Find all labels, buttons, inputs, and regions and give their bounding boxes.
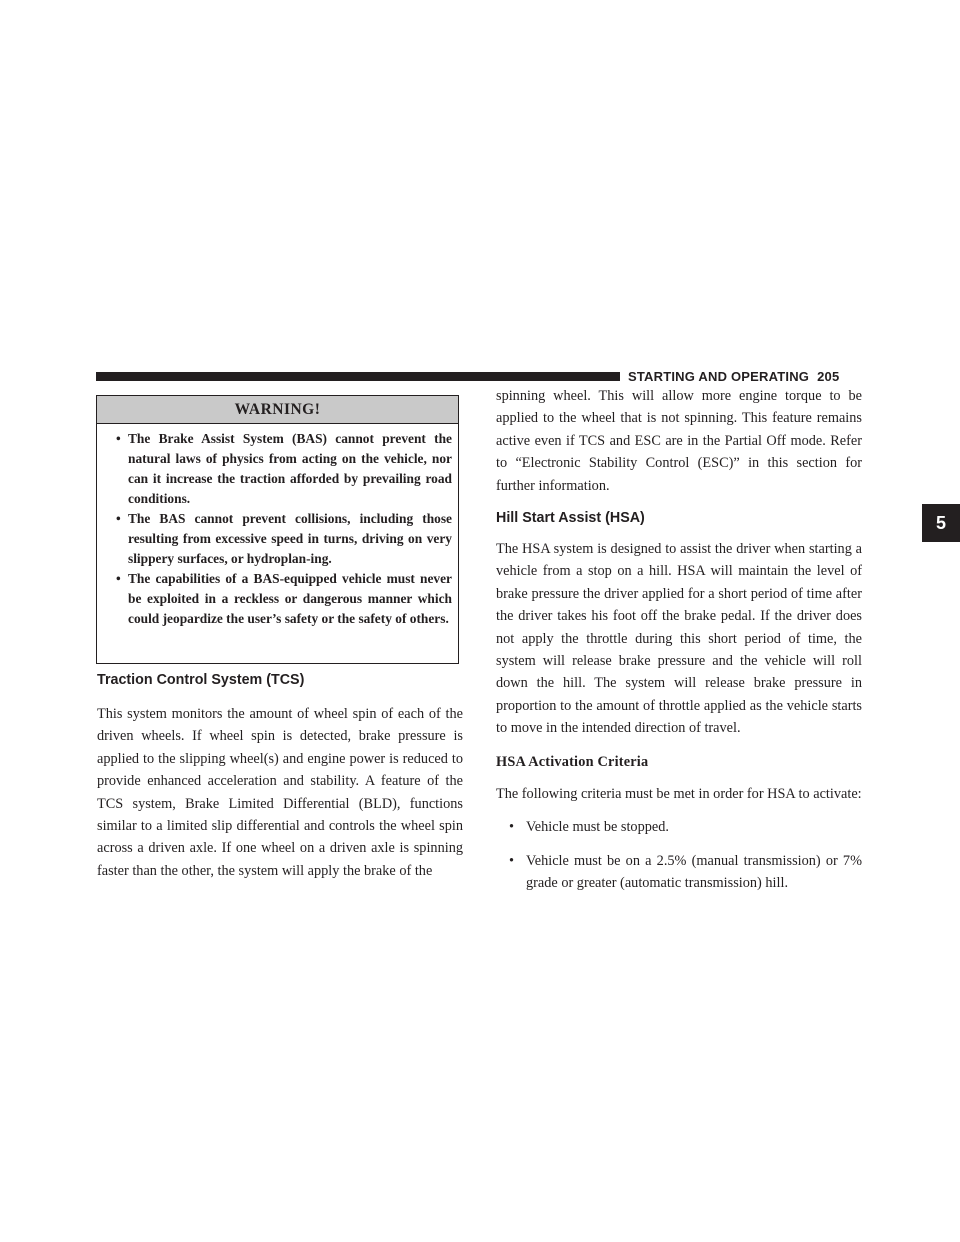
hsa-heading: Hill Start Assist (HSA): [496, 510, 645, 527]
hsa-criteria-heading: HSA Activation Criteria: [496, 753, 649, 770]
header-section-title: STARTING AND OPERATING: [628, 369, 810, 384]
bullet-icon: •: [116, 431, 121, 446]
bullet-icon: •: [509, 819, 515, 836]
tcs-paragraph: This system monitors the amount of wheel spin of each of the driven wheels. If wheel spin is detected, brake pressure is applied to the slipping wheel(s) and engine power is reduced to provide enhanced acceleration and stability. A feature of the TCS system, Brake Limited Differential (BLD), functions similar to a limited slip differential and controls the wheel spin across a driven axle. If one wheel on a driven axle is spinning faster than the other, the system will apply the brake of the: [97, 706, 463, 879]
warning-list: [97, 424, 458, 629]
right-column: [496, 385, 862, 894]
left-column: [97, 670, 463, 882]
hsa-criteria-list: [496, 816, 862, 894]
hsa-criteria-intro: The following criteria must be met in order for HSA to activate:: [496, 785, 862, 802]
list-item-text: Vehicle must be on a 2.5% (manual transmission) or 7% grade or greater (automatic transmission) hill.: [526, 852, 862, 891]
warning-item-text: The Brake Assist System (BAS) cannot prevent the natural laws of physics from acting on the vehicle, nor can it increase the traction afforded by prevailing road conditions.: [128, 431, 452, 506]
warning-title: WARNING!: [97, 396, 458, 424]
tcs-heading: Traction Control System (TCS): [97, 672, 305, 688]
bullet-icon: •: [116, 511, 121, 526]
list-item-text: Vehicle must be stopped.: [526, 819, 669, 836]
header-rule: [96, 372, 620, 381]
warning-item: [116, 569, 452, 629]
warning-item: [116, 509, 452, 569]
list-item: [496, 850, 862, 895]
list-item: [496, 816, 862, 838]
warning-item: [116, 429, 452, 509]
warning-box: [96, 395, 459, 664]
chapter-tab: 5: [922, 504, 960, 542]
bullet-icon: •: [509, 852, 515, 869]
running-header: [628, 368, 865, 386]
warning-item-text: The capabilities of a BAS-equipped vehicle must never be exploited in a reckless or dangerous manner which could jeopardize the user’s safety or the safety of others.: [128, 571, 452, 626]
bullet-icon: •: [116, 571, 121, 586]
page-number: 205: [817, 369, 840, 384]
hsa-paragraph: The HSA system is designed to assist the driver when starting a vehicle from a stop on a hill. HSA will maintain the level of brake pressure the driver applied for a short period of time after the driver takes his foot off the brake pedal. If the driver does not apply the throttle during this short period of time, the system will release brake pressure and the vehicle will roll down the hill. The system will release brake pressure in proportion to the amount of throttle applied as the vehicle starts to move in the intended direction of travel.: [496, 541, 862, 737]
warning-item-text: The BAS cannot prevent collisions, including those resulting from excessive speed in turns, driving on very slippery surfaces, or hydroplan-ing.: [128, 511, 452, 566]
tcs-continued-paragraph: spinning wheel. This will allow more engine torque to be applied to the wheel that is not spinning. This feature remains active even if TCS and ESC are in the Partial Off mode. Refer to “Electronic Stability Control (ESC)” in this section for further information.: [496, 388, 862, 494]
